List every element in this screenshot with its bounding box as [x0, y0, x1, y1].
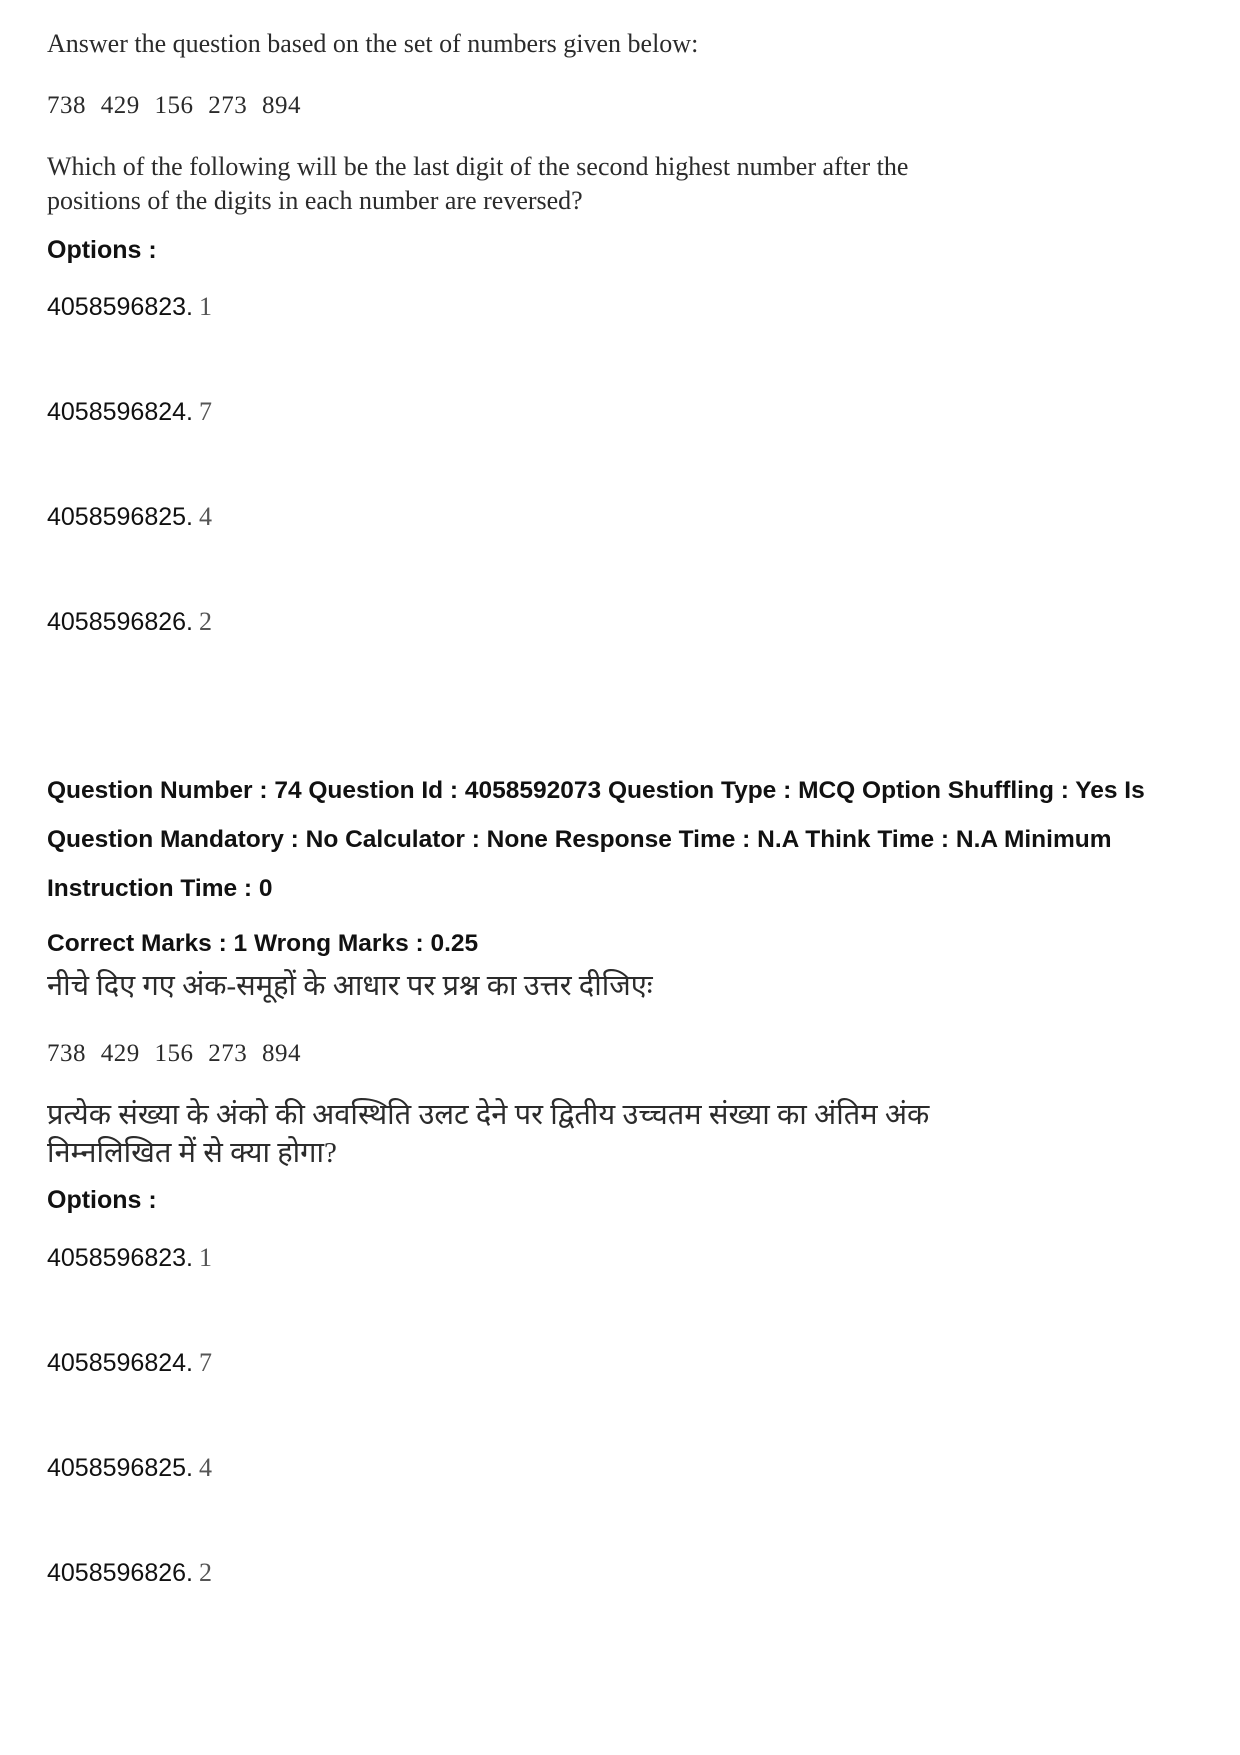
option-item [47, 1453, 212, 1483]
option-value: 1 [198, 292, 212, 321]
number-set: 738 429 156 273 894 [47, 92, 301, 119]
option-id: 4058596823. [47, 1244, 193, 1272]
number-set: 738 429 156 273 894 [47, 1040, 301, 1067]
option-id: 4058596824. [47, 398, 193, 426]
question-intro: Answer the question based on the set of numbers given below: [47, 29, 699, 58]
option-item [47, 1558, 212, 1588]
option-item [47, 607, 212, 637]
option-item [47, 292, 212, 322]
option-id: 4058596826. [47, 608, 193, 636]
option-value: 7 [198, 1348, 212, 1377]
question-intro-hindi: नीचे दिए गए अंक-समूहों के आधार पर प्रश्न का उत्तर दीजिएः [47, 970, 653, 1002]
option-value: 1 [198, 1243, 212, 1272]
option-value: 2 [198, 1558, 212, 1587]
question-meta-line2: Question Mandatory : No Calculator : None Response Time : N.A Think Time : N.A Minimum [47, 826, 1112, 853]
question-meta-line3: Instruction Time : 0 [47, 875, 273, 902]
options-heading: Options : [47, 236, 157, 264]
marks-info: Correct Marks : 1 Wrong Marks : 0.25 [47, 930, 479, 957]
option-item [47, 1243, 212, 1273]
option-item [47, 397, 212, 427]
option-id: 4058596826. [47, 1559, 193, 1587]
option-id: 4058596825. [47, 503, 193, 531]
option-id: 4058596823. [47, 293, 193, 321]
option-id: 4058596825. [47, 1454, 193, 1482]
option-value: 4 [198, 1453, 212, 1482]
option-value: 4 [198, 502, 212, 531]
option-item [47, 1348, 212, 1378]
option-item [47, 502, 212, 532]
option-value: 7 [198, 397, 212, 426]
option-id: 4058596824. [47, 1349, 193, 1377]
question-text-line1: Which of the following will be the last digit of the second highest number after the [47, 152, 909, 181]
question-text-hindi-line1: प्रत्येक संख्या के अंको की अवस्थिति उलट देने पर द्वितीय उच्चतम संख्या का अंतिम अंक [47, 1099, 930, 1131]
question-text-hindi-line2: निम्नलिखित में से क्या होगा? [47, 1137, 337, 1169]
question-meta-line1: Question Number : 74 Question Id : 4058592073 Question Type : MCQ Option Shuffling : Yes Is [47, 777, 1145, 804]
options-heading: Options : [47, 1186, 157, 1214]
question-text-line2: positions of the digits in each number are reversed? [47, 186, 583, 215]
option-value: 2 [198, 607, 212, 636]
